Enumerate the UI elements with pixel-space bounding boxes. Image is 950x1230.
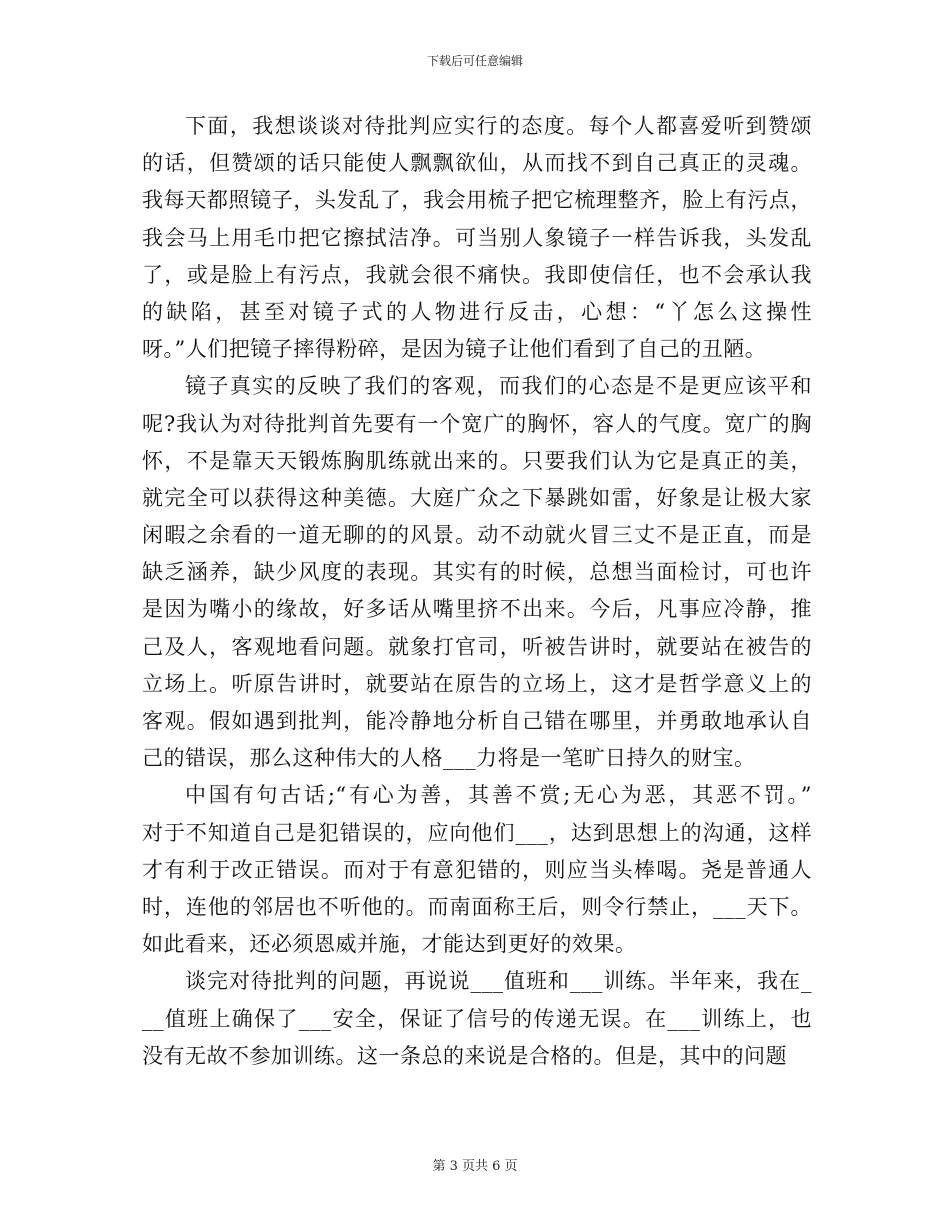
text-line: 中国有句古话;“有心为善，其善不赏;无心为恶，其恶不罚。” (185, 783, 812, 808)
text-line: 对于不知道自己是犯错误的，应向他们___，达到思想上的沟通，这样 (142, 820, 812, 845)
text-line: 我每天都照镜子，头发乱了，我会用梳子把它梳理整齐，脸上有污点， (142, 188, 812, 213)
document-body (142, 108, 812, 1075)
text-line: 镜子真实的反映了我们的客观，而我们的心态是不是更应该平和 (185, 374, 812, 399)
text-line: 是因为嘴小的缘故，好多话从嘴里挤不出来。今后，凡事应冷静，推 (142, 597, 812, 622)
text-line: 谈完对待批判的问题，再说说___值班和___训练。半年来，我在_ (185, 969, 812, 994)
text-line: 没有无故不参加训练。这一条总的来说是合格的。但是，其中的问题 (142, 1043, 787, 1068)
text-line: 就完全可以获得这种美德。大庭广众之下暴跳如雷，好象是让极大家 (142, 485, 812, 510)
text-line: 下面，我想谈谈对待批判应实行的态度。每个人都喜爱听到赞颂 (185, 114, 812, 138)
text-line: 的缺陷，甚至对镜子式的人物进行反击，心想：“丫怎么这操性 (142, 299, 812, 324)
text-line: 怀，不是靠天天锻炼胸肌练就出来的。只要我们认为它是真正的美， (142, 448, 812, 473)
text-line: __值班上确保了___安全，保证了信号的传递无误。在___训练上，也 (142, 1006, 812, 1031)
text-line: 的话，但赞颂的话只能使人飘飘欲仙，从而找不到自己真正的灵魂。 (142, 151, 812, 176)
text-line: 呢?我认为对待批判首先要有一个宽广的胸怀，容人的气度。宽广的胸 (142, 411, 812, 436)
text-line: 己的错误，那么这种伟大的人格___力将是一笔旷日持久的财宝。 (142, 746, 756, 771)
text-line: 客观。假如遇到批判，能冷静地分析自己错在哪里，并勇敢地承认自 (142, 709, 812, 733)
page-number-footer: 第 3 页共 6 页 (432, 1159, 518, 1174)
text-line: 立场上。听原告讲时，就要站在原告的立场上，这才是哲学意义上的 (142, 671, 812, 696)
text-line: 我会马上用毛巾把它擦拭洁净。可当别人象镜子一样告诉我，头发乱 (142, 225, 812, 250)
text-line: 时，连他的邻居也不听他的。而南面称王后，则令行禁止，___天下。 (142, 894, 812, 919)
text-line: 己及人，客观地看问题。就象打官司，听被告讲时，就要站在被告的 (142, 634, 812, 659)
text-line: 了，或是脸上有污点，我就会很不痛快。我即使信任，也不会承认我 (142, 262, 812, 287)
text-line: 呀。”人们把镜子摔得粉碎，是因为镜子让他们看到了自己的丑陋。 (142, 337, 767, 362)
text-line: 闲暇之余看的一道无聊的的风景。动不动就火冒三丈不是正直，而是 (142, 523, 812, 548)
page-header: 下载后可任意编辑 (426, 54, 523, 68)
text-line: 才有利于改正错误。而对于有意犯错的，则应当头棒喝。尧是普通人 (142, 857, 812, 882)
text-line: 缺乏涵养，缺少风度的表现。其实有的时候，总想当面检讨，可也许 (142, 560, 812, 585)
text-line: 如此看来，还必须恩威并施，才能达到更好的效果。 (142, 932, 637, 957)
